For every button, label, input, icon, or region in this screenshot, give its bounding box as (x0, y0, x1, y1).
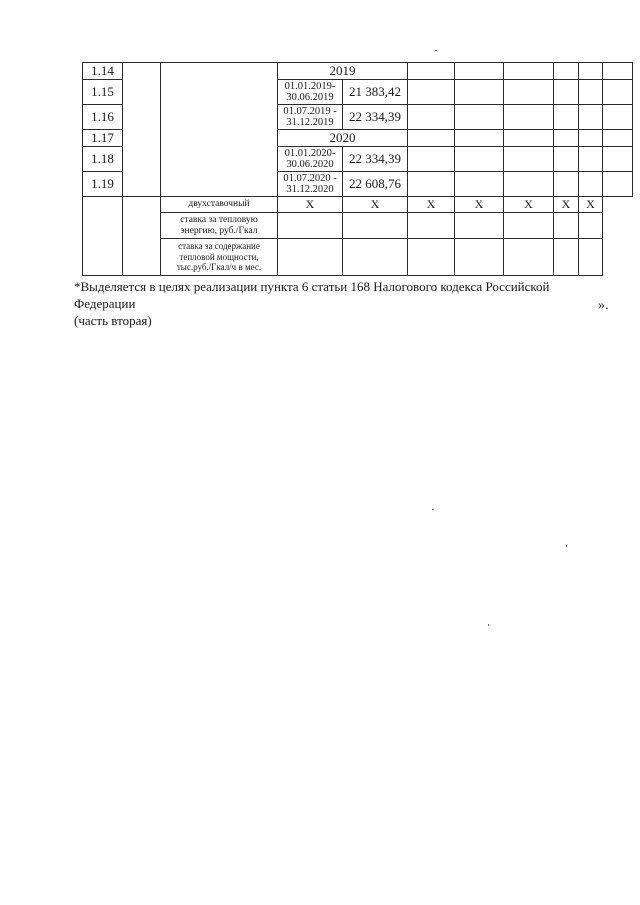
closing-quote: ». (598, 298, 609, 313)
tariff-value: 22 334,39 (343, 147, 408, 172)
footnote (74, 278, 614, 329)
table-row (83, 197, 633, 213)
scan-speck (488, 624, 489, 626)
year-header: 2019 (278, 63, 408, 80)
x-mark: X (343, 197, 408, 213)
empty-cell (123, 197, 161, 276)
row-number: 1.17 (83, 130, 123, 147)
energy-rate-label: ставка за тепловую энергию, руб./Гкал (161, 213, 278, 239)
capacity-rate-label: ставка за содержание тепловой мощности, тыс.руб./Гкал/ч в мес. (161, 239, 278, 276)
year-header: 2020 (278, 130, 408, 147)
row-number: 1.19 (83, 172, 123, 197)
period-cell: 01.01.2020- 30.06.2020 (278, 147, 343, 172)
x-mark: X (408, 197, 455, 213)
scan-speck (566, 545, 567, 547)
row-number: 1.15 (83, 80, 123, 105)
table-row (83, 63, 633, 80)
footnote-line: *Выделяется в целях реализации пункта 6 статьи 168 Налогового кодекса Российской Федерации (74, 279, 550, 311)
row-number: 1.14 (83, 63, 123, 80)
x-mark: X (278, 197, 343, 213)
x-mark: X (554, 197, 579, 213)
x-mark: X (504, 197, 554, 213)
row-number: 1.16 (83, 105, 123, 130)
empty-cell (123, 63, 161, 197)
x-mark: X (579, 197, 603, 213)
row-number: 1.18 (83, 147, 123, 172)
period-cell: 01.07.2020 - 31.12.2020 (278, 172, 343, 197)
x-mark: X (455, 197, 504, 213)
period-cell: 01.07.2019 - 31.12.2019 (278, 105, 343, 130)
scan-speck (432, 509, 434, 510)
tariff-value: 22 334,39 (343, 105, 408, 130)
period-cell: 01.01.2019- 30.06.2019 (278, 80, 343, 105)
tariff-value: 22 608,76 (343, 172, 408, 197)
footnote-line: (часть вторая) (74, 313, 152, 328)
scan-speck (435, 50, 437, 51)
empty-cell (161, 63, 278, 197)
empty-cell (83, 197, 123, 276)
table-row (83, 239, 633, 276)
tariff-table (82, 62, 633, 276)
tariff-value: 21 383,42 (343, 80, 408, 105)
two-part-tariff-label: двухставочный (161, 197, 278, 213)
table-row (83, 213, 633, 239)
